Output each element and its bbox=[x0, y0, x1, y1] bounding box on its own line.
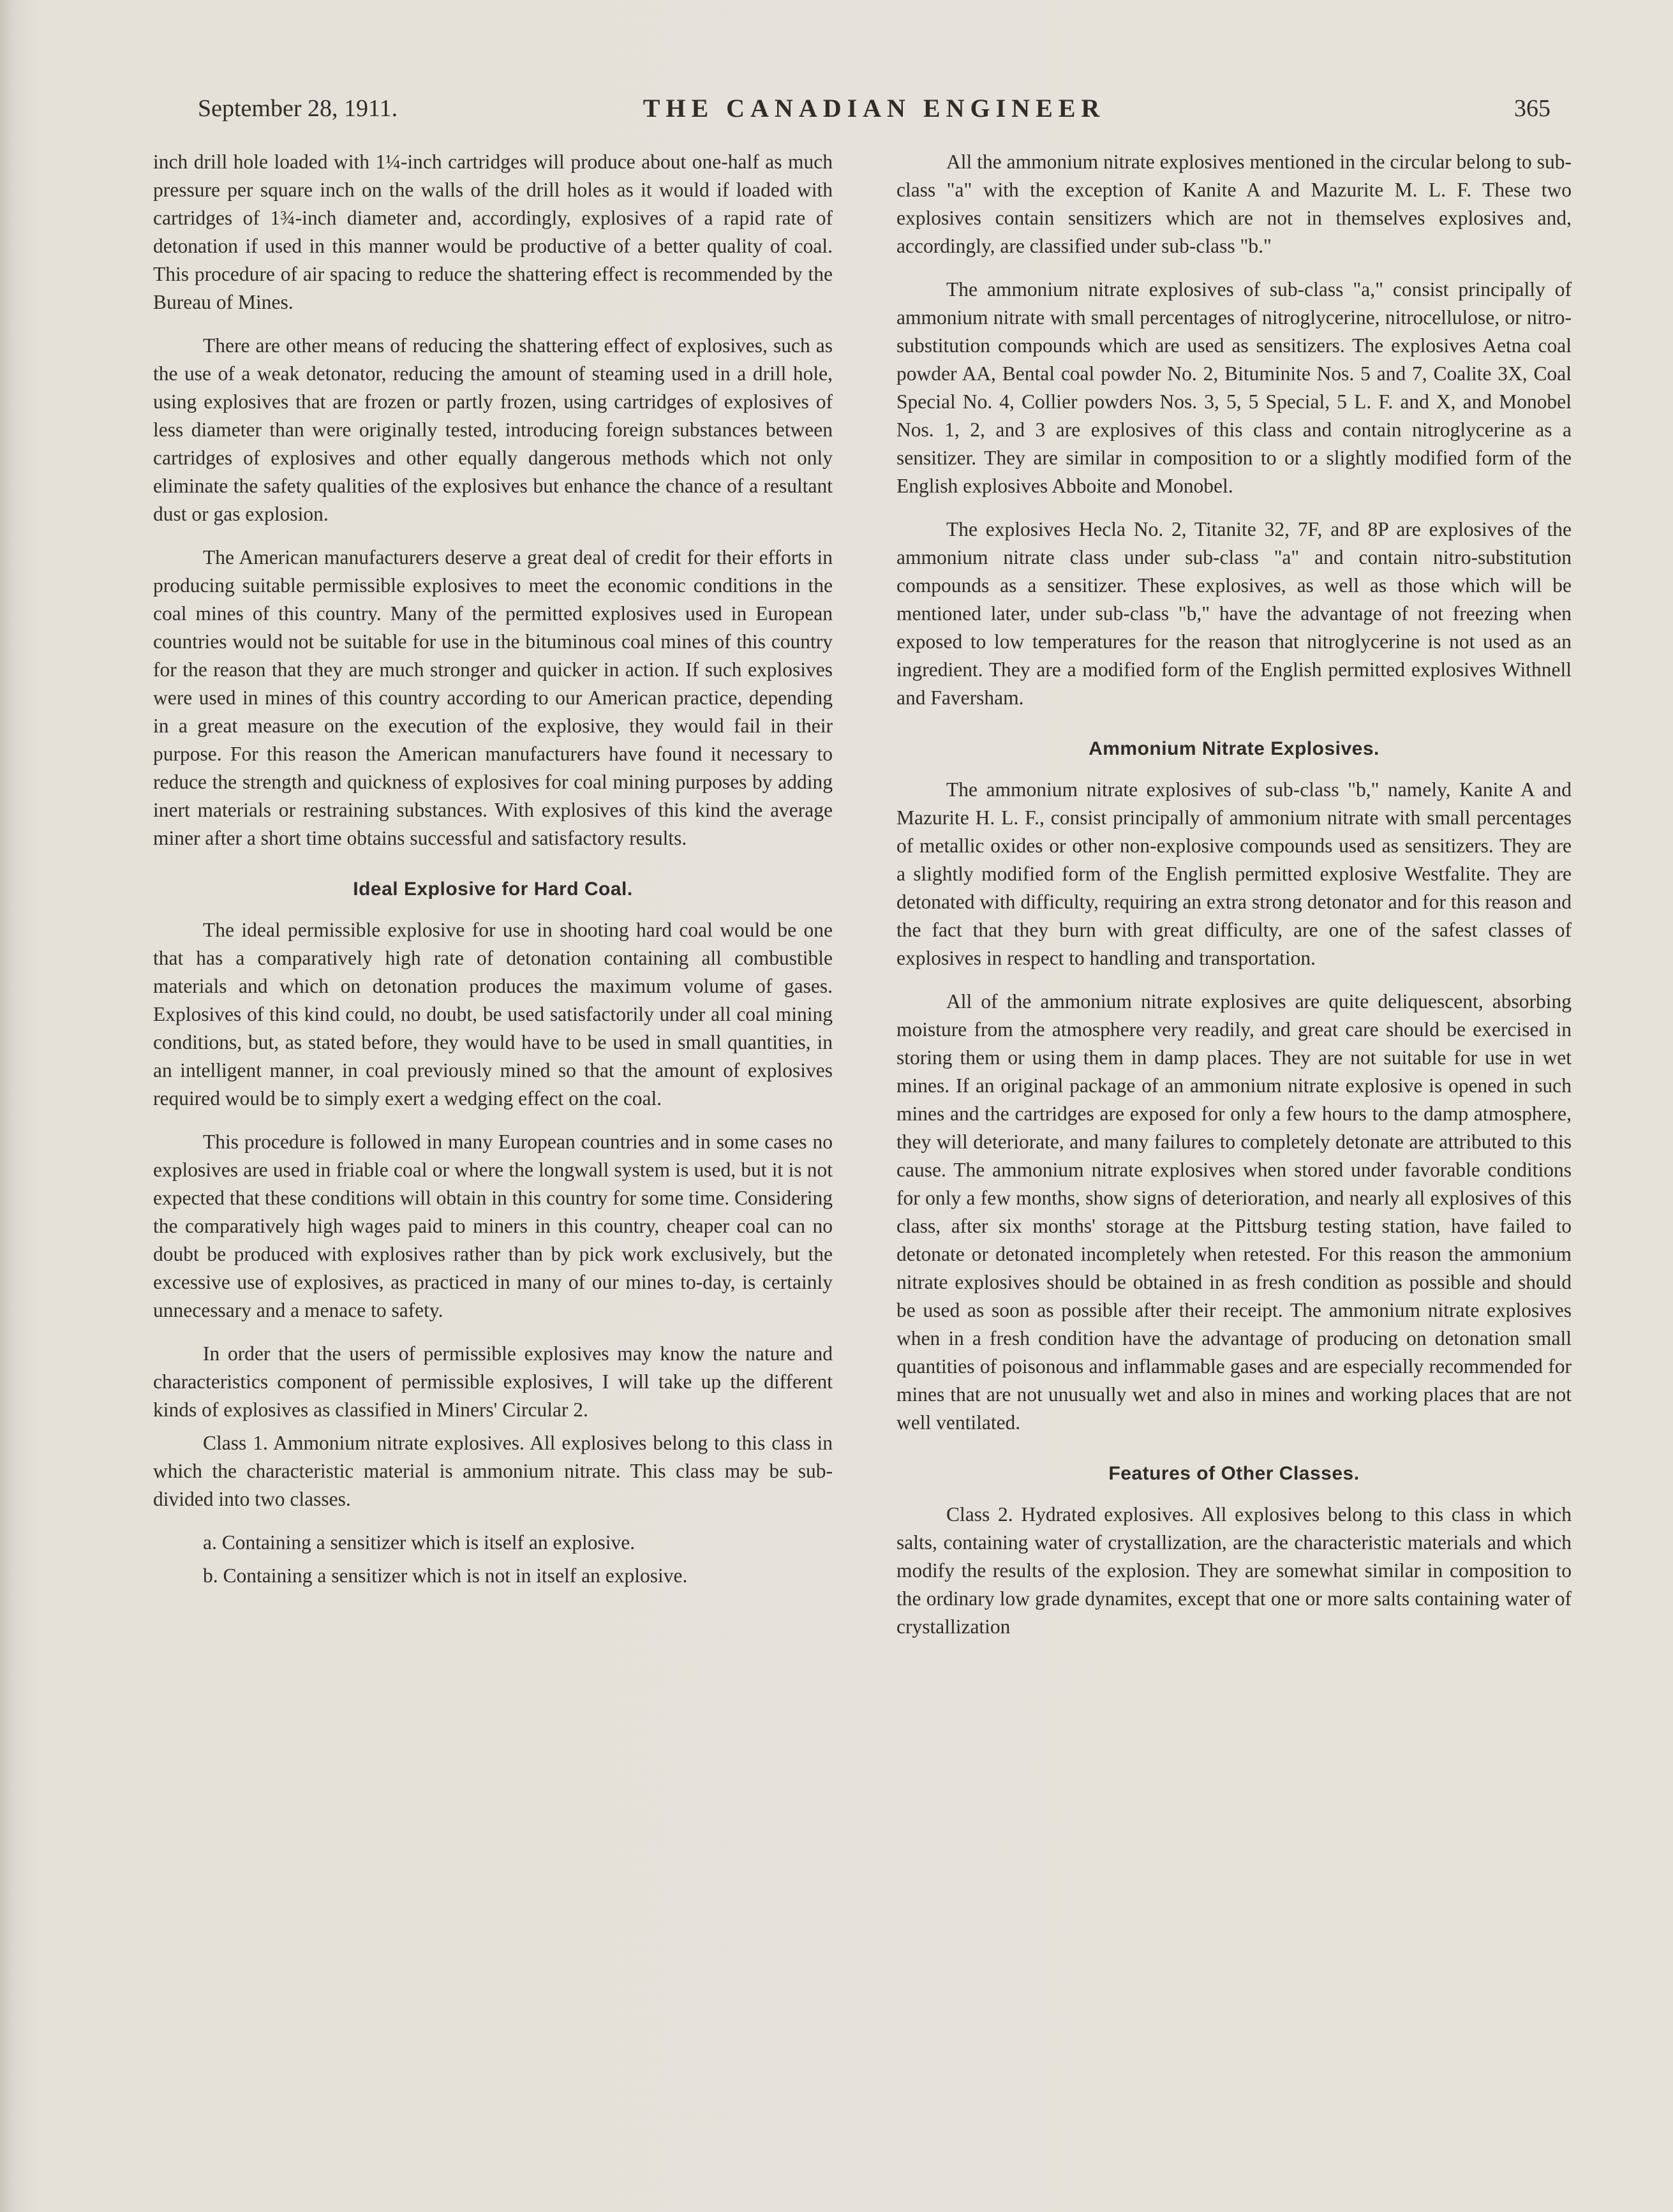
page-header bbox=[198, 91, 1550, 135]
page-number: 365 bbox=[1514, 95, 1550, 122]
left-column bbox=[153, 148, 833, 1605]
right-column bbox=[896, 148, 1572, 1656]
paragraph: There are other means of reducing the shattering effect of explosives, such as the use of a weak detonator, reducing the amount of steaming used in a drill hole, using explosives that are frozen or partly frozen, using cartridges of explosives of less diameter than were originally tested, introducing foreign substances between cartridges of explosives and other equally dangerous methods which not only eliminate the safety qualities of the explosives but enhance the chance of a resultant dust or gas explosion. bbox=[153, 334, 833, 525]
list-item: a. Containing a sensitizer which is itself an explosive. bbox=[203, 1531, 636, 1554]
paragraph: The ideal permissible explosive for use in shooting hard coal would be one that has a comparatively high rate of detonation containing all combustible materials and which on detonation produces the maximum volume of gases. Explosives of this kind could, no doubt, be used satisfactorily under all coal mining conditions, but, as stated before, they would have to be used in small quantities, in an intelligent manner, in coal previously mined so that the amount of explosives required would be to simply exert a wedging effect on the coal. bbox=[153, 919, 833, 1110]
paragraph: inch drill hole loaded with 1¼-inch cartridges will produce about one-half as much pressure per square inch on the walls of the drill holes as it would if loaded with cartridges of 1¾-inch diameter and, accordingly, explosives of a rapid rate of detonation if used in this manner would be productive of a better quality of coal. This procedure of air spacing to reduce the shattering effect is recommended by the Bureau of Mines. bbox=[153, 151, 833, 313]
issue-date: September 28, 1911. bbox=[198, 95, 398, 122]
paragraph: Class 2. Hydrated explosives. All explosives belong to this class in which salts, containing water of crystallization, are the characteristic materials and which modify the results of the explosion. They are somewhat similar in composition to the ordinary low grade dynamites, except that one or more salts containing water of crystallization bbox=[896, 1503, 1572, 1638]
section-heading: Features of Other Classes. bbox=[1108, 1463, 1360, 1484]
paragraph: The American manufacturers deserve a great deal of credit for their efforts in producing suitable permissible explosives to meet the economic conditions in the coal mines of this country. Many of the permitted explosives used in European countries would not be suitable for use in the bituminous coal mines of this country for the reason that they are much stronger and quicker in action. If such explosives were used in mines of this country according to our American practice, depending in a great measure on the execution of the explosive, they would fail in their purpose. For this reason the American manufacturers have found it necessary to reduce the strength and quickness of explosives for coal mining purposes by adding inert materials or restraining substances. With explosives of this kind the average miner after a short time obtains successful and satisfactory results. bbox=[153, 546, 833, 849]
paragraph: This procedure is followed in many European countries and in some cases no explosives are used in friable coal or where the longwall system is used, but it is not expected that these conditions will obtain in this country for some time. Considering the comparatively high wages paid to miners in this country, cheaper coal can no doubt be produced with explosives rather than by pick work exclusively, but the excessive use of explosives, as practiced in many of our mines to-day, is certainly unnecessary and a menace to safety. bbox=[153, 1131, 833, 1321]
list-item: b. Containing a sensitizer which is not in itself an explosive. bbox=[203, 1564, 688, 1587]
paragraph: The ammonium nitrate explosives of sub-class "b," namely, Kanite A and Mazurite H. L. F., consist principally of ammonium nitrate with small percentages of metallic oxides or other non-explosive compounds used as sensitizers. They are a slightly modified form of the English permitted explosive Westfalite. They are detonated with difficulty, requiring an extra strong detonator and for this reason and the fact that they burn with great difficulty, are one of the safest classes of explosives in respect to handling and transportation. bbox=[896, 778, 1572, 969]
paragraph: All of the ammonium nitrate explosives are quite deliquescent, absorbing moisture from the atmosphere very readily, and great care should be exercised in storing them or using them in damp places. They are not suitable for use in wet mines. If an original package of an ammonium nitrate explosive is opened in such mines and the cartridges are exposed for only a few hours to the damp atmosphere, they will deteriorate, and many failures to completely detonate are attributed to this cause. The ammonium nitrate explosives when stored under favorable conditions for only a few months, show signs of deterioration, and nearly all explosives of this class, after six months' storage at the Pittsburg testing station, have failed to detonate or detonated incompletely when retested. For this reason the ammonium nitrate explosives should be obtained in as fresh condition as possible and should be used as soon as possible after their receipt. The ammonium nitrate explosives when in a fresh condition have the advantage of producing on detonation small quantities of poisonous and inflammable gases and are especially recommended for mines that are not unusually wet and also in mines and working places that are not well ventilated. bbox=[896, 990, 1572, 1434]
paragraph: All the ammonium nitrate explosives mentioned in the circular belong to sub-class "a" with the exception of Kanite A and Mazurite M. L. F. These two explosives contain sensitizers which are not in themselves explosives and, accordingly, are classified under sub-class "b." bbox=[896, 151, 1572, 257]
section-heading: Ammonium Nitrate Explosives. bbox=[1089, 738, 1379, 759]
paragraph: In order that the users of permissible explosives may know the nature and characteristics component of permissible explosives, I will take up the different kinds of explosives as classified in Miners' Circular 2. bbox=[153, 1342, 833, 1421]
journal-title: THE CANADIAN ENGINEER bbox=[643, 94, 1106, 122]
section-heading: Ideal Explosive for Hard Coal. bbox=[353, 879, 633, 900]
paragraph: The explosives Hecla No. 2, Titanite 32, 7F, and 8P are explosives of the ammonium nitrate class under sub-class "a" and contain nitro-substitution compounds as a sensitizer. These explosives, as well as those which will be mentioned later, under sub-class "b," have the advantage of not freezing when exposed to low temperatures for the reason that nitroglycerine is not used as an ingredient. They are a modified form of the English permitted explosives Withnell and Faversham. bbox=[896, 518, 1572, 709]
paragraph: Class 1. Ammonium nitrate explosives. All explosives belong to this class in which the characteristic material is ammonium nitrate. This class may be sub-divided into two classes. bbox=[153, 1432, 833, 1510]
paragraph: The ammonium nitrate explosives of sub-class "a," consist principally of ammonium nitrate with small percentages of nitroglycerine, nitrocellulose, or nitro-substitution compounds which are used as sensitizers. The explosives Aetna coal powder AA, Bental coal powder No. 2, Bituminite Nos. 5 and 7, Coalite 3X, Coal Special No. 4, Collier powders Nos. 3, 5, 5 Special, 5 L. F. and X, and Monobel Nos. 1, 2, and 3 are explosives of this class and contain nitroglycerine as a sensitizer. They are similar in composition to or a slightly modified form of the English explosives Abboite and Monobel. bbox=[896, 278, 1572, 497]
